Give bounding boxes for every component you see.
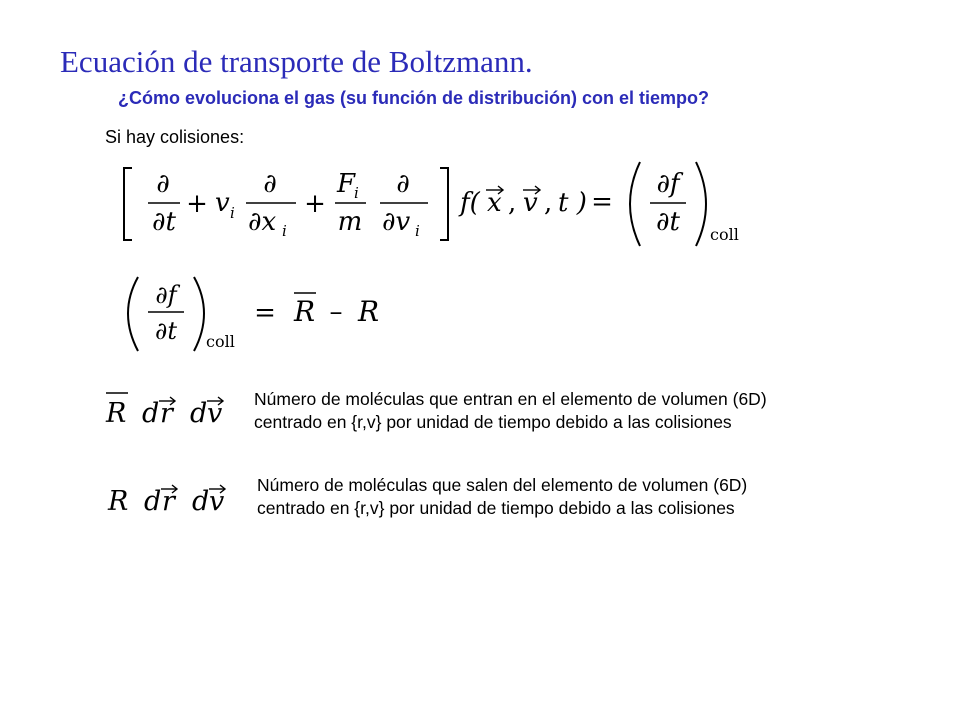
partial-f: ∂f <box>155 281 177 309</box>
slide-title: Ecuación de transporte de Boltzmann. <box>60 44 533 79</box>
position-x: x <box>487 188 502 218</box>
partial-t: ∂t <box>152 207 176 237</box>
collisions-lead-text: Si hay colisiones: <box>105 127 245 147</box>
comma: , <box>508 188 517 218</box>
left-paren <box>630 162 640 246</box>
differential-d: d <box>190 398 208 429</box>
minus-sign: – <box>329 297 343 327</box>
slide-subtitle: ¿Cómo evoluciona el gas (su función de distribución) con el tiempo? <box>118 88 710 108</box>
partial-x: ∂x <box>248 207 277 237</box>
gain-rate-R: R <box>294 295 316 328</box>
partial-f: ∂f <box>656 169 680 199</box>
boltzmann-equation <box>110 158 770 258</box>
plus-sign: + <box>304 189 326 219</box>
index-i: i <box>282 222 287 240</box>
position-r: r <box>162 486 175 517</box>
right-paren <box>194 277 204 351</box>
index-i: i <box>415 222 420 240</box>
comma: , <box>544 188 553 218</box>
loss-rate-R: R <box>108 486 129 517</box>
gain-rate-R: R <box>106 398 127 429</box>
mass-m: m <box>337 207 363 237</box>
coll-subscript: coll <box>710 225 739 244</box>
velocity-v: v <box>523 188 538 218</box>
right-square-bracket <box>440 168 448 240</box>
partial-v: ∂v <box>382 207 411 237</box>
gain-description <box>254 388 767 434</box>
function-f-open: f( <box>460 188 480 218</box>
loss-description-line-2: centrado en {r,v} por unidad de tiempo debido a las colisiones <box>257 498 735 518</box>
coll-subscript: coll <box>206 332 235 351</box>
index-i: i <box>354 184 359 202</box>
position-r: r <box>160 398 173 429</box>
plus-sign: + <box>186 189 208 219</box>
partial-symbol: ∂ <box>263 169 277 199</box>
left-paren <box>128 277 138 351</box>
right-paren <box>696 162 706 246</box>
partial-symbol: ∂ <box>396 169 410 199</box>
differential-d: d <box>192 486 210 517</box>
force-F: F <box>337 169 356 199</box>
velocity-v: v <box>207 398 223 429</box>
gain-description-line-1: Número de moléculas que entran en el elemento de volumen (6D) <box>254 389 767 409</box>
partial-t: ∂t <box>154 317 178 345</box>
loss-description-line-1: Número de moléculas que salen del elemento de volumen (6D) <box>257 475 748 495</box>
partial-t: ∂t <box>656 207 680 237</box>
equals-sign: = <box>254 298 276 328</box>
velocity-v: v <box>209 486 225 517</box>
differential-d: d <box>142 398 160 429</box>
loss-rate-R: R <box>358 295 380 328</box>
differential-d: d <box>144 486 162 517</box>
equals-sign: = <box>591 187 613 217</box>
left-square-bracket <box>124 168 132 240</box>
loss-description <box>257 474 747 520</box>
collision-term-equation <box>118 273 418 363</box>
gain-description-line-2: centrado en {r,v} por unidad de tiempo debido a las colisiones <box>254 412 732 432</box>
velocity-v: v <box>215 188 230 218</box>
partial-symbol: ∂ <box>156 169 170 199</box>
loss-expression <box>106 476 236 520</box>
index-i: i <box>230 204 235 222</box>
time-t-close: t ) <box>558 188 587 218</box>
gain-expression <box>104 388 234 432</box>
